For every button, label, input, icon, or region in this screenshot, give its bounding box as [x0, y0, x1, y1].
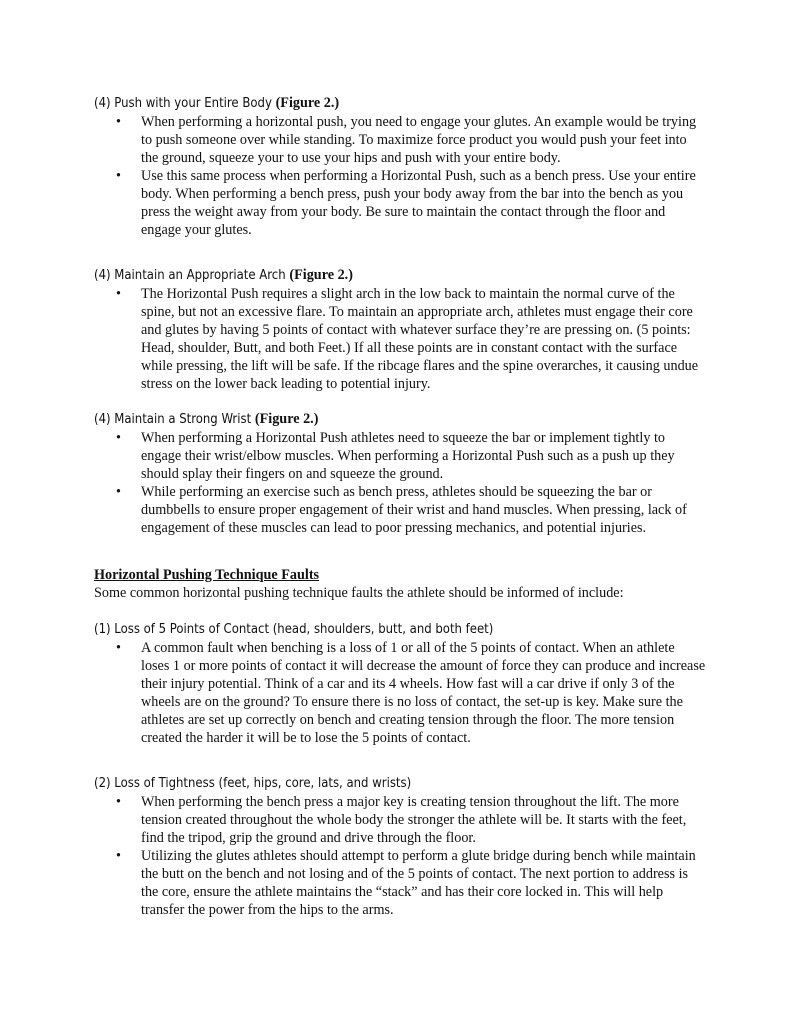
list-item: • The Horizontal Push requires a slight arch in the low back to maintain the normal curve of the spine, but not an excessive flare. To maintain an appropriate arch, athletes must engage their core and glutes by having 5 points of contact with whatever surface they’re are pressing on. (5 points: Head, shoulder, Butt, and both Feet.) If all these points are in constant contact with the surface while pressing, the lift will be safe. If the ribcage flares and the spine overarches, it causing undue stress on the lower back leading to potential injury. [116, 286, 699, 392]
section-heading: (4) Maintain an Appropriate Arch (Figure 2.) [94, 267, 353, 283]
bullet-list [94, 793, 714, 919]
section-appropriate-arch [94, 266, 714, 393]
bullet-icon: • [116, 430, 121, 446]
bullet-list [94, 429, 714, 537]
bullet-icon: • [116, 848, 121, 864]
bullet-icon: • [116, 168, 121, 184]
faults-title: Horizontal Pushing Technique Faults [94, 567, 320, 583]
bullet-icon: • [116, 640, 121, 656]
bullet-icon: • [116, 286, 121, 302]
bullet-list [94, 639, 714, 747]
fault-heading: (2) Loss of Tightness (feet, hips, core, lats, and wrists) [94, 776, 412, 791]
section-strong-wrist [94, 410, 714, 537]
list-item: • When performing a Horizontal Push athletes need to squeeze the bar or implement tightly to engage their wrist/elbow muscles. When performing a Horizontal Push such as a push up they should splay their fingers on and squeeze the ground. [116, 430, 675, 482]
faults-header [94, 566, 714, 602]
fault-heading: (1) Loss of 5 Points of Contact (head, shoulders, butt, and both feet) [94, 622, 494, 637]
list-item: • A common fault when benching is a loss of 1 or all of the 5 points of contact. When an athlete loses 1 or more points of contact it will decrease the amount of force they can produce and increase their injury potential. Think of a car and its 4 wheels. How fast will a car drive if only 3 of the wheels are on the ground? To ensure there is no loss of contact, the set-up is key. Make sure the athletes are set up correctly on bench and creating tension through the floor. The more tension created the harder it will be to lose the 5 points of contact. [116, 640, 706, 746]
list-item: • When performing a horizontal push, you need to engage your glutes. An example would be trying to push someone over while standing. To maximize force product you would push your feet into the ground, squeeze your to use your hips and push with your entire body. [116, 114, 697, 166]
bullet-icon: • [116, 114, 121, 130]
section-push-entire-body [94, 94, 714, 239]
list-item: • While performing an exercise such as bench press, athletes should be squeezing the bar or dumbbells to ensure proper engagement of their wrist and hand muscles. When pressing, lack of engagement of these muscles can lead to poor pressing mechanics, and potential injuries. [116, 484, 687, 536]
bullet-list [94, 285, 714, 393]
bullet-list [94, 113, 714, 239]
bullet-icon: • [116, 794, 121, 810]
list-item: • When performing the bench press a major key is creating tension throughout the lift. The more tension created throughout the whole body the stronger the athlete will be. It starts with the feet, find the tripod, grip the ground and drive through the floor. [116, 794, 687, 846]
faults-intro: Some common horizontal pushing technique faults the athlete should be informed of include: [94, 585, 624, 601]
list-item: • Use this same process when performing a Horizontal Push, such as a bench press. Use your entire body. When performing a bench press, push your body away from the bar into the bench as you press the weight away from your body. Be sure to maintain the contact through the floor and engage your glutes. [116, 168, 696, 238]
section-heading: (4) Push with your Entire Body (Figure 2.) [94, 95, 340, 111]
section-heading: (4) Maintain a Strong Wrist (Figure 2.) [94, 411, 319, 427]
list-item: • Utilizing the glutes athletes should attempt to perform a glute bridge during bench while maintain the butt on the bench and not losing and of the 5 points of contact. The next portion to address is the core, ensure the athlete maintains the “stack” and has their core locked in. This will help transfer the power from the hips to the arms. [116, 848, 696, 918]
bullet-icon: • [116, 484, 121, 500]
fault-loss-of-contact [94, 620, 714, 747]
fault-loss-of-tightness [94, 774, 714, 919]
